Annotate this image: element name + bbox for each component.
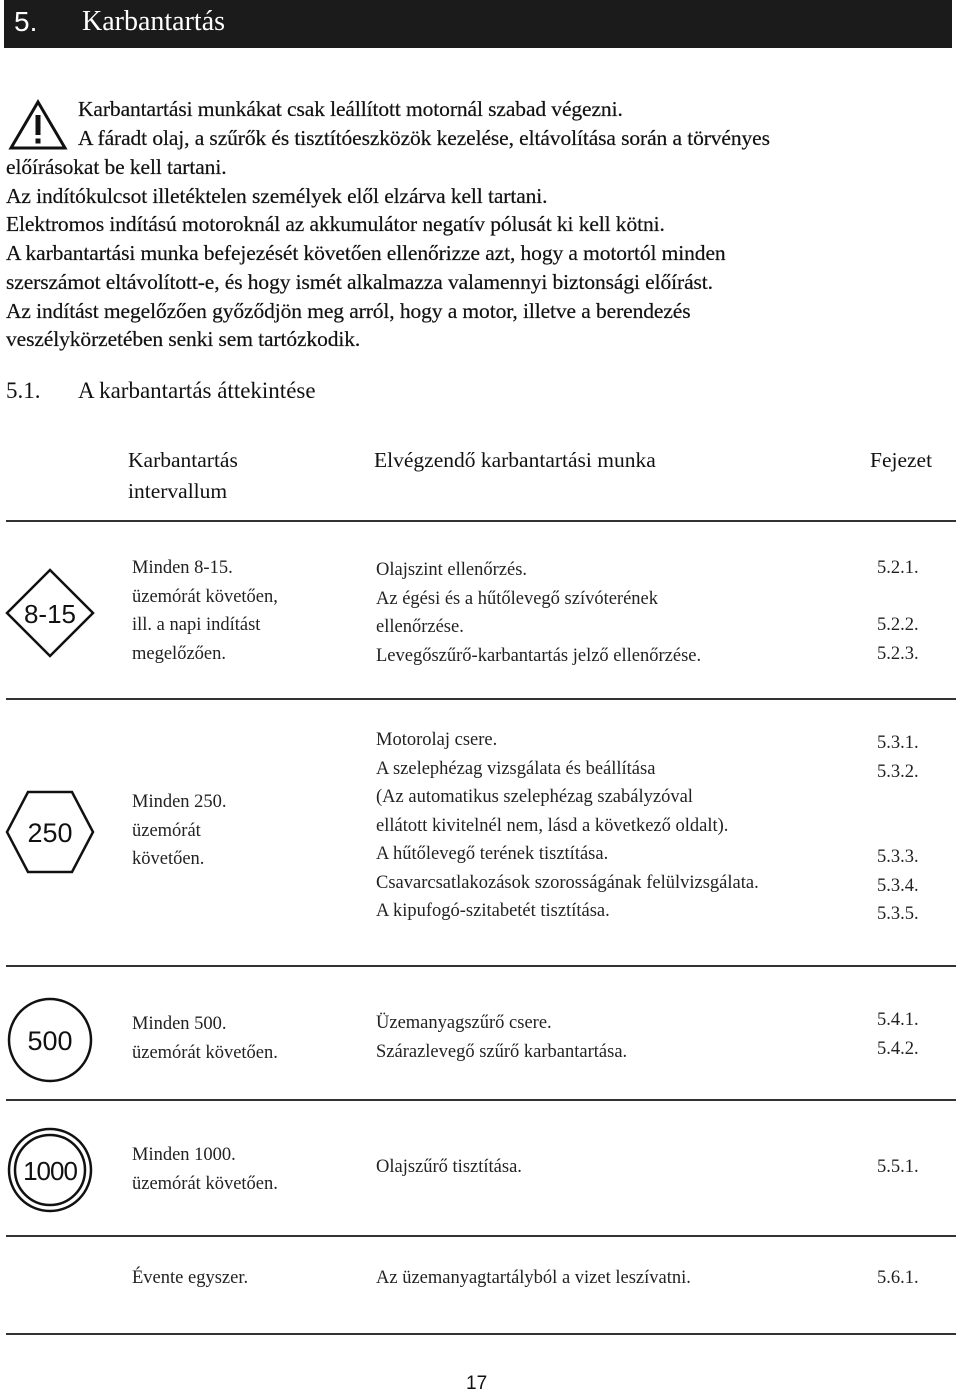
chapter-ref: 5.3.3. (877, 847, 919, 867)
header-interval (128, 445, 238, 507)
chapter-ref (877, 786, 919, 815)
chapter-ref: 5.4.2. (877, 1038, 919, 1059)
work-line: ellátott kivitelnél nem, lásd a következő oldalt). (376, 815, 729, 836)
work-cell (376, 1153, 522, 1182)
interval-1000-double-circle-icon (6, 1126, 94, 1214)
interval-cell (132, 1141, 278, 1198)
interval-cell (132, 1010, 278, 1067)
symbol-label: 8-15 (23, 599, 77, 629)
interval-line: Minden 1000. (132, 1145, 236, 1165)
table-divider (6, 520, 956, 522)
warning-line: szerszámot eltávolított-e, és hogy ismét alkalmazza valamennyi biztonsági előírást. (6, 270, 713, 294)
work-line: A szelephézag vizsgálata és beállítása (376, 758, 656, 779)
interval-line: üzemórát követően. (132, 1173, 278, 1194)
subsection-number: 5.1. (6, 378, 41, 403)
work-line: ellenőrzése. (376, 617, 464, 637)
work-line: Levegőszűrő-karbantartás jelző ellenőrzése. (376, 645, 702, 666)
work-line: Az égési és a hűtőlevegő szívóterének (376, 588, 659, 609)
chapter-ref: 5.5.1. (877, 1157, 919, 1177)
warning-triangle-icon (8, 99, 68, 151)
work-line: Motorolaj csere. (376, 730, 498, 750)
chapter-ref: 5.3.5. (877, 904, 919, 924)
table-divider (6, 1099, 956, 1101)
work-line: Üzemanyagszűrő csere. (376, 1013, 552, 1033)
warning-line: A karbantartási munka befejezését követően ellenőrizze azt, hogy a motortól minden (6, 241, 726, 265)
chapter-ref: 5.4.1. (877, 1010, 919, 1030)
chapter-ref (877, 583, 919, 612)
interval-cell (132, 1264, 248, 1293)
symbol-label: 500 (27, 1026, 73, 1056)
work-line: A hűtőlevegő terének tisztítása. (376, 844, 609, 864)
chapter-ref (877, 815, 919, 844)
chapter-cell (877, 1006, 919, 1063)
warning-line: Az indítókulcsot illetéktelen személyek elől elzárva kell tartani. (6, 184, 548, 208)
interval-line: üzemórát követően. (132, 1042, 278, 1063)
subsection-heading (6, 378, 316, 404)
warning-line: Elektromos indítású motoroknál az akkumulátor negatív pólusát ki kell kötni. (6, 212, 665, 236)
work-line: Csavarcsatlakozások szorosságának felülvizsgálata. (376, 872, 759, 893)
table-divider (6, 1333, 956, 1335)
interval-line: megelőzően. (132, 643, 226, 664)
section-header-bar (4, 0, 952, 48)
header-interval-line: Karbantartás (128, 448, 238, 472)
interval-line: követően. (132, 849, 205, 869)
section-title: Karbantartás (82, 6, 226, 37)
chapter-ref: 5.2.3. (877, 643, 919, 664)
chapter-cell (877, 554, 919, 668)
chapter-ref: 5.3.1. (877, 733, 919, 753)
interval-line: Minden 500. (132, 1014, 227, 1034)
work-line: Szárazlevegő szűrő karbantartása. (376, 1041, 628, 1062)
chapter-ref: 5.2.1. (877, 558, 919, 578)
chapter-cell (877, 729, 919, 929)
interval-500-circle-icon (6, 996, 94, 1084)
interval-line: Minden 8-15. (132, 558, 233, 578)
warning-line: előírásokat be kell tartani. (6, 155, 227, 179)
section-number: 5. (14, 6, 38, 37)
table-divider (6, 698, 956, 700)
header-work: Elvégzendő karbantartási munka (374, 448, 656, 472)
chapter-ref: 5.2.2. (877, 615, 919, 635)
header-chapter: Fejezet (870, 448, 933, 472)
work-line: Az üzemanyagtartályból a vizet leszívatni. (376, 1268, 691, 1288)
page-number: 17 (466, 1373, 488, 1394)
subsection-title: A karbantartás áttekintése (78, 378, 316, 403)
work-cell (376, 556, 701, 670)
work-cell (376, 1009, 627, 1066)
work-line: Olajszint ellenőrzés. (376, 560, 528, 580)
warning-line: Karbantartási munkákat csak leállított motornál szabad végezni. (78, 97, 623, 121)
chapter-cell (877, 1264, 919, 1293)
interval-line: üzemórát (132, 820, 201, 841)
work-line: (Az automatikus szelephézag szabályzóval (376, 787, 693, 807)
work-cell (376, 1264, 691, 1293)
work-cell (376, 726, 759, 926)
warning-line: Az indítást megelőzően győződjön meg arról, hogy a motor, illetve a berendezés (6, 299, 691, 323)
chapter-ref: 5.3.2. (877, 761, 919, 782)
warning-line: veszélykörzetében senki sem tartózkodik. (6, 327, 361, 351)
warning-line: A fáradt olaj, a szűrők és tisztítóeszközök kezelése, eltávolítása során a törvényes (78, 126, 770, 150)
interval-cell (132, 788, 227, 874)
chapter-ref: 5.3.4. (877, 875, 919, 896)
chapter-ref: 5.6.1. (877, 1268, 919, 1288)
chapter-cell (877, 1153, 919, 1182)
interval-line: ill. a napi indítást (132, 615, 261, 635)
symbol-label: 1000 (23, 1156, 77, 1186)
interval-250-hexagon-icon (4, 786, 96, 878)
interval-cell (132, 554, 278, 668)
interval-8-15-diamond-icon (4, 567, 96, 659)
symbol-label: 250 (27, 818, 73, 848)
work-line: Olajszűrő tisztítása. (376, 1157, 522, 1177)
interval-line: üzemórát követően, (132, 586, 278, 607)
header-interval-line: intervallum (128, 479, 228, 503)
table-divider (6, 1235, 956, 1237)
interval-line: Minden 250. (132, 792, 227, 812)
work-line: A kipufogó-szitabetét tisztítása. (376, 901, 610, 921)
table-divider (6, 965, 956, 967)
interval-line: Évente egyszer. (132, 1268, 249, 1288)
